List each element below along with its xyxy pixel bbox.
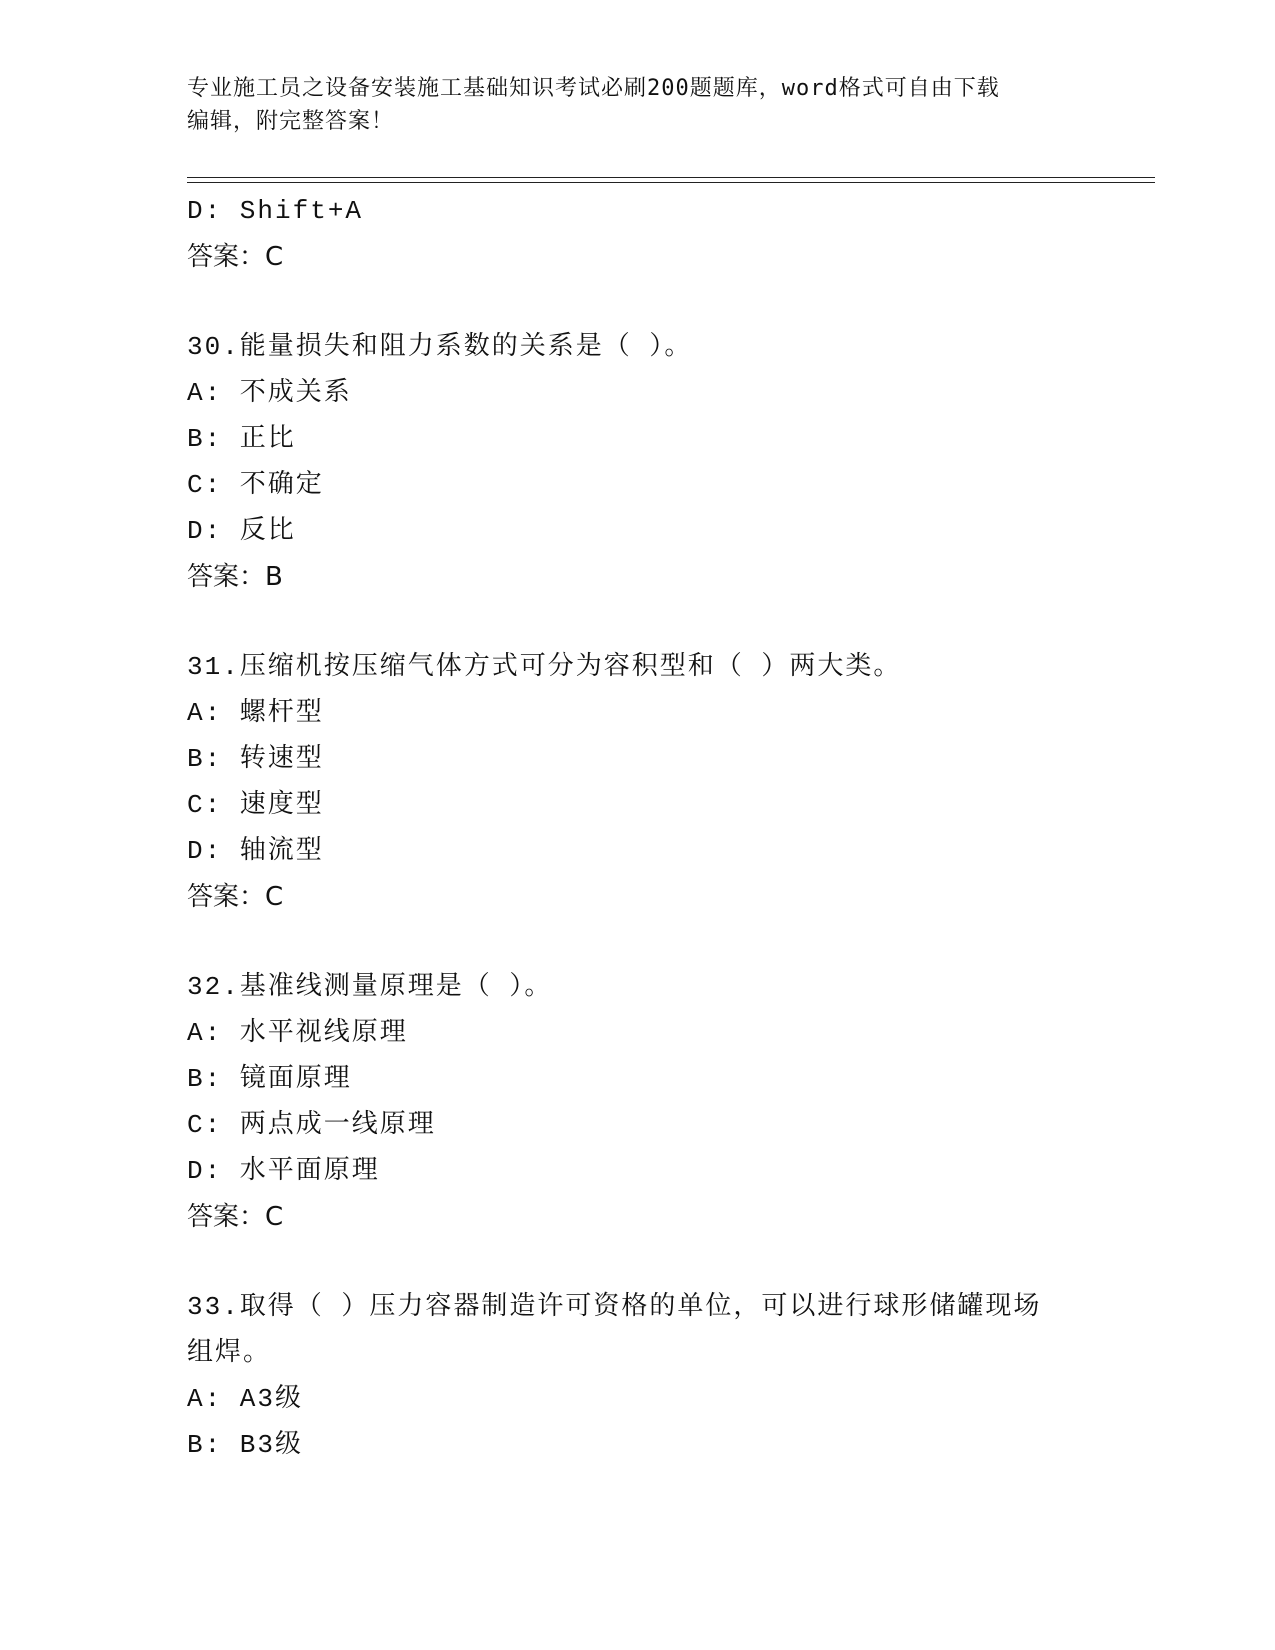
option-b: B: B3级 bbox=[187, 1430, 304, 1460]
option-d: D: Shift+A bbox=[187, 196, 364, 226]
option-d: D: 水平面原理 bbox=[187, 1156, 380, 1186]
option-a: A: 螺杆型 bbox=[187, 698, 324, 728]
question-stem-line-2: 组焊。 bbox=[187, 1338, 272, 1368]
header-divider-bottom bbox=[187, 182, 1155, 183]
header-line-1: 专业施工员之设备安装施工基础知识考试必刷200题题库，word格式可自由下载 bbox=[187, 76, 1000, 101]
option-a: A: 水平视线原理 bbox=[187, 1018, 408, 1048]
question-stem: 31.压缩机按压缩气体方式可分为容积型和（ ）两大类。 bbox=[187, 652, 902, 682]
question-stem: 30.能量损失和阻力系数的关系是（ ）。 bbox=[187, 332, 693, 362]
document-header bbox=[187, 72, 1067, 138]
question-32 bbox=[187, 964, 1087, 1240]
option-b: B: 镜面原理 bbox=[187, 1064, 352, 1094]
question-30 bbox=[187, 324, 1087, 600]
answer-line: 答案：C bbox=[187, 1202, 284, 1232]
question-stem-line-1: 33.取得（ ）压力容器制造许可资格的单位，可以进行球形储罐现场 bbox=[187, 1292, 1042, 1322]
answer-line: 答案：B bbox=[187, 562, 283, 592]
option-d: D: 反比 bbox=[187, 516, 296, 546]
answer-line: 答案：C bbox=[187, 882, 284, 912]
previous-question-tail bbox=[187, 188, 1087, 280]
answer-line: 答案：C bbox=[187, 242, 284, 272]
option-c: C: 两点成一线原理 bbox=[187, 1110, 436, 1140]
question-stem: 32.基准线测量原理是（ ）。 bbox=[187, 972, 553, 1002]
option-b: B: 正比 bbox=[187, 424, 296, 454]
option-a: A: A3级 bbox=[187, 1384, 304, 1414]
header-line-2: 编辑，附完整答案！ bbox=[187, 109, 395, 134]
document-body bbox=[187, 188, 1087, 1468]
header-divider-top bbox=[187, 177, 1155, 178]
option-d: D: 轴流型 bbox=[187, 836, 324, 866]
question-33 bbox=[187, 1284, 1087, 1468]
question-31 bbox=[187, 644, 1087, 920]
option-a: A: 不成关系 bbox=[187, 378, 352, 408]
option-c: C: 速度型 bbox=[187, 790, 324, 820]
option-c: C: 不确定 bbox=[187, 470, 324, 500]
option-b: B: 转速型 bbox=[187, 744, 324, 774]
